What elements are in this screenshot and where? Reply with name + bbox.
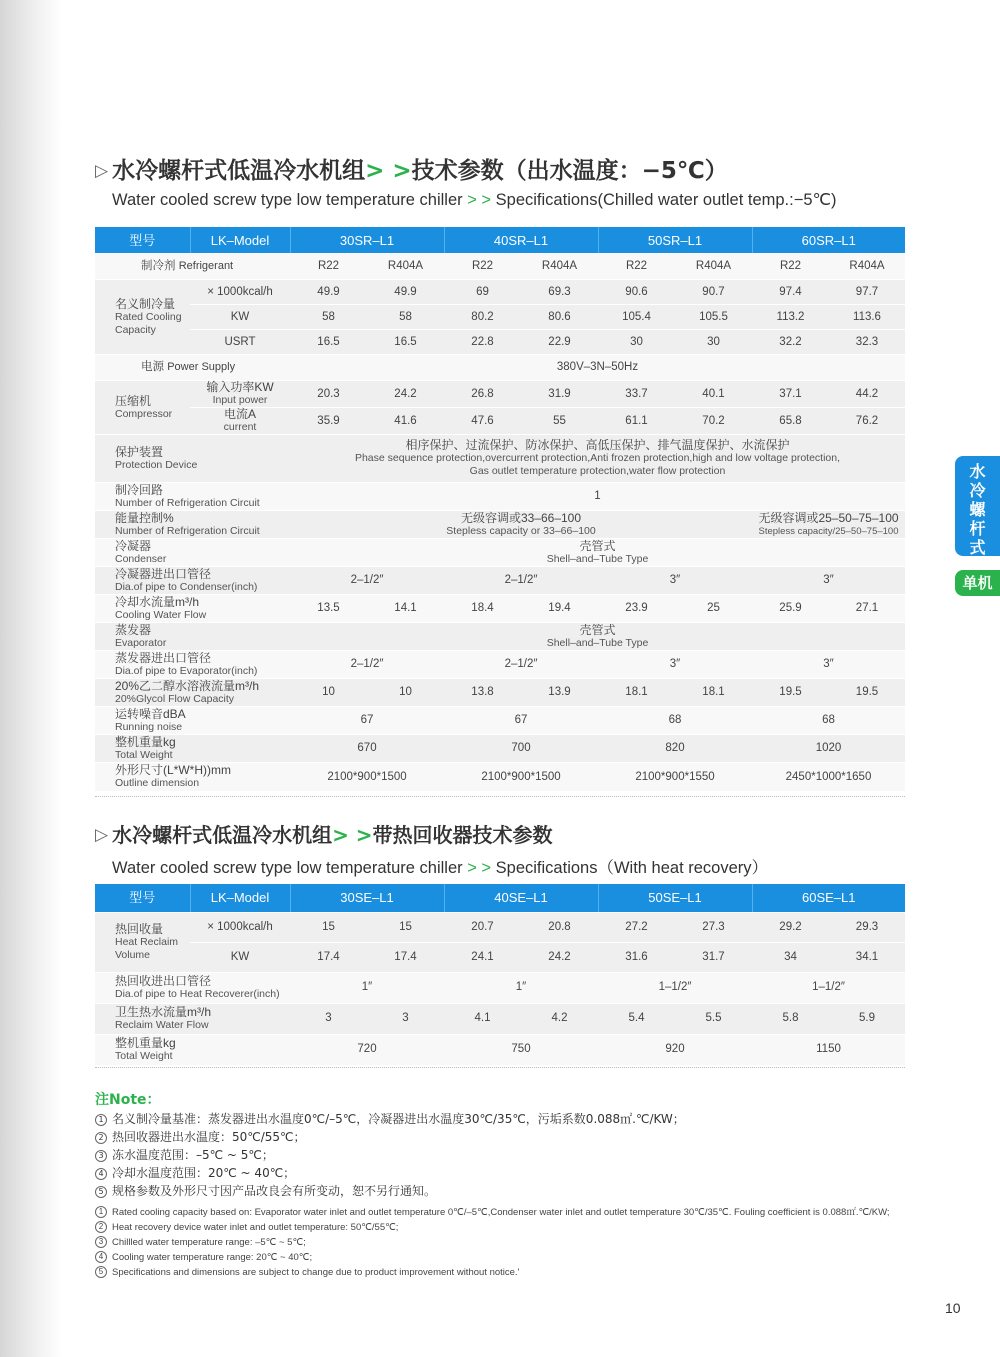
- table-row: [95, 280, 905, 305]
- table-row: [95, 595, 905, 623]
- page-number: 10: [945, 1300, 961, 1316]
- cell: 2100*900*1550: [598, 763, 752, 792]
- cell: 32.3: [829, 330, 905, 355]
- model-label-en: LK–Model: [190, 227, 290, 254]
- cell: 90.7: [675, 280, 752, 305]
- unit-cell: 输入功率KW Input power: [190, 381, 290, 408]
- cell: 无级容调或33–66–100 Stepless capacity or 33–66–100: [290, 511, 752, 539]
- triangle-icon: ▷: [95, 825, 109, 845]
- cell: R404A: [367, 254, 444, 280]
- cell: 17.4: [367, 942, 444, 972]
- cell: R22: [752, 254, 829, 280]
- row-label: 冷凝器进出口管径 Dia.of pipe to Condenser(inch): [95, 567, 290, 595]
- note-en-item: 1 Rated cooling capacity based on: Evaporator water inlet and outlet temperature 0℃/–5℃,Condenser water inlet and outlet temperature 30℃/35℃. Fouling coefficient is 0.088㎡.℃/KW;: [95, 1205, 890, 1220]
- cell: 10: [367, 679, 444, 707]
- cell: 无级容调或25–50–75–100 Stepless capacity/25–50–75–100: [752, 511, 905, 539]
- cell: 2–1/2″: [290, 651, 444, 679]
- note-cn-item: 4 冷却水温度范围：20℃ ~ 40℃；: [95, 1164, 685, 1182]
- table-row: [95, 1034, 905, 1065]
- table-row: [95, 305, 905, 330]
- cell: 24.2: [367, 381, 444, 408]
- cell: 30: [598, 330, 675, 355]
- row-label: 制冷回路 Number of Refrigeration Circuit: [95, 483, 290, 511]
- cell: 67: [444, 707, 598, 735]
- cell: 1″: [290, 972, 444, 1003]
- notes-title: 注Note：: [95, 1092, 161, 1108]
- cell: 34: [752, 942, 829, 972]
- cell: 31.7: [675, 942, 752, 972]
- row-label: 整机重量kg Total Weight: [95, 735, 290, 763]
- section2-title-cn: ▷ 水冷螺杆式低温冷水机组> >带热回收器技术参数: [95, 823, 553, 847]
- notes-cn: [95, 1110, 685, 1200]
- cell: 35.9: [290, 408, 367, 435]
- cell: 13.9: [521, 679, 598, 707]
- cell: 5.9: [829, 1003, 905, 1034]
- cell: 58: [367, 305, 444, 330]
- cell: 105.4: [598, 305, 675, 330]
- cell: 31.9: [521, 381, 598, 408]
- table-row: [95, 435, 905, 483]
- cell: 58: [290, 305, 367, 330]
- cell: 1–1/2″: [598, 972, 752, 1003]
- spec-table-2: [95, 884, 905, 1066]
- table-row: [95, 408, 905, 435]
- cell: 97.4: [752, 280, 829, 305]
- cell: 69: [444, 280, 521, 305]
- row-label: 热回收进出口管径 Dia.of pipe to Heat Recoverer(inch): [95, 972, 290, 1003]
- cell: 4.2: [521, 1003, 598, 1034]
- model-col: 40SR–L1: [444, 227, 598, 254]
- table-divider: [95, 796, 905, 797]
- cell: 40.1: [675, 381, 752, 408]
- cell: 720: [290, 1034, 444, 1065]
- spec-table-1: [95, 227, 905, 792]
- note-cn-item: 2 热回收器进出水温度：50℃/55℃；: [95, 1128, 685, 1146]
- cell: 13.5: [290, 595, 367, 623]
- cell: 相序保护、过流保护、防冰保护、高低压保护、排气温度保护、水流保护 Phase sequence protection,overcurrent protection,Anti frozen protection,high and low voltage protection, Gas outlet temperature protection,water flow protection: [290, 435, 905, 483]
- table-row: [95, 330, 905, 355]
- cell: 27.3: [675, 912, 752, 942]
- model-label-en: LK–Model: [190, 884, 290, 912]
- cell: 380V–3N–50Hz: [290, 355, 905, 381]
- cell: 1020: [752, 735, 905, 763]
- table-row: [95, 1003, 905, 1034]
- row-label: 制冷剂 Refrigerant: [95, 254, 290, 280]
- cell: 105.5: [675, 305, 752, 330]
- notes-en: [95, 1205, 890, 1280]
- cell: 41.6: [367, 408, 444, 435]
- cell: 壳管式 Shell–and–Tube Type: [290, 623, 905, 651]
- triangle-icon: ▷: [95, 161, 109, 181]
- cell: 25: [675, 595, 752, 623]
- model-label-cn: 型号: [95, 227, 190, 254]
- table-row: [95, 381, 905, 408]
- row-label: 整机重量kg Total Weight: [95, 1034, 290, 1065]
- cell: 920: [598, 1034, 752, 1065]
- cell: 23.9: [598, 595, 675, 623]
- cell: 113.2: [752, 305, 829, 330]
- cell: 70.2: [675, 408, 752, 435]
- cell: 10: [290, 679, 367, 707]
- section2-title-en: Water cooled screw type low temperature chiller > > Specifications（With heat recovery）: [112, 859, 769, 877]
- table-row: [95, 623, 905, 651]
- table-row: [95, 707, 905, 735]
- table-row: [95, 355, 905, 381]
- section1-title-cn: ▷ 水冷螺杆式低温冷水机组> >技术参数（出水温度：−5℃）: [95, 158, 728, 184]
- cell: 2–1/2″: [444, 567, 598, 595]
- cell: 700: [444, 735, 598, 763]
- table-row: [95, 651, 905, 679]
- row-label: 卫生热水流量m³/h Reclaim Water Flow: [95, 1003, 290, 1034]
- row-label: 运转噪音dBA Running noise: [95, 707, 290, 735]
- cell: 76.2: [829, 408, 905, 435]
- cell: 2–1/2″: [290, 567, 444, 595]
- row-label: 名义制冷量 Rated Cooling Capacity: [95, 280, 190, 355]
- cell: 14.1: [367, 595, 444, 623]
- cell: 670: [290, 735, 444, 763]
- cell: 37.1: [752, 381, 829, 408]
- page-edge-shadow: [0, 0, 62, 1357]
- cell: 820: [598, 735, 752, 763]
- cell: 750: [444, 1034, 598, 1065]
- cell: 18.4: [444, 595, 521, 623]
- table-row: [95, 735, 905, 763]
- table-row: [95, 254, 905, 280]
- cell: 24.1: [444, 942, 521, 972]
- cell: 15: [367, 912, 444, 942]
- cell: 1–1/2″: [752, 972, 905, 1003]
- cell: 3: [290, 1003, 367, 1034]
- cell: 16.5: [367, 330, 444, 355]
- cell: 113.6: [829, 305, 905, 330]
- model-col: 50SE–L1: [598, 884, 752, 912]
- unit-cell: USRT: [190, 330, 290, 355]
- cell: R404A: [675, 254, 752, 280]
- cell: 3″: [598, 651, 752, 679]
- cell: 47.6: [444, 408, 521, 435]
- model-col: 60SR–L1: [752, 227, 905, 254]
- cell: 33.7: [598, 381, 675, 408]
- cell: 97.7: [829, 280, 905, 305]
- cell: 2–1/2″: [444, 651, 598, 679]
- cell: 18.1: [675, 679, 752, 707]
- cell: R404A: [829, 254, 905, 280]
- cell: 2100*900*1500: [444, 763, 598, 792]
- cell: 80.2: [444, 305, 521, 330]
- side-tab-water-cooled-screw[interactable]: 水冷螺杆式: [955, 456, 1000, 556]
- cell: 34.1: [829, 942, 905, 972]
- cell: R22: [444, 254, 521, 280]
- cell: 30: [675, 330, 752, 355]
- cell: 18.1: [598, 679, 675, 707]
- cell: 1150: [752, 1034, 905, 1065]
- table-row: [95, 511, 905, 539]
- cell: 24.2: [521, 942, 598, 972]
- table-row: [95, 763, 905, 792]
- table-header-row: [95, 227, 905, 254]
- cell: 19.4: [521, 595, 598, 623]
- cell: 68: [752, 707, 905, 735]
- cell: 5.5: [675, 1003, 752, 1034]
- cell: 20.3: [290, 381, 367, 408]
- unit-cell: KW: [190, 942, 290, 972]
- cell: 27.2: [598, 912, 675, 942]
- cell: 90.6: [598, 280, 675, 305]
- cell: 44.2: [829, 381, 905, 408]
- note-cn-item: 3 冻水温度范围：–5℃ ~ 5℃；: [95, 1146, 685, 1164]
- row-label: 冷却水流量m³/h Cooling Water Flow: [95, 595, 290, 623]
- model-col: 30SR–L1: [290, 227, 444, 254]
- row-label: 保护装置 Protection Device: [95, 435, 290, 483]
- note-en-item: 2 Heat recovery device water inlet and outlet temperature: 50℃/55℃;: [95, 1220, 890, 1235]
- model-col: 60SE–L1: [752, 884, 905, 912]
- cell: 80.6: [521, 305, 598, 330]
- cell: 69.3: [521, 280, 598, 305]
- cell: 68: [598, 707, 752, 735]
- cell: 17.4: [290, 942, 367, 972]
- cell: 5.8: [752, 1003, 829, 1034]
- model-col: 40SE–L1: [444, 884, 598, 912]
- cell: 25.9: [752, 595, 829, 623]
- row-label: 能量控制% Number of Refrigeration Circuit: [95, 511, 290, 539]
- cell: 2100*900*1500: [290, 763, 444, 792]
- table-row: [95, 539, 905, 567]
- table-header-row: [95, 884, 905, 912]
- cell: 壳管式 Shell–and–Tube Type: [290, 539, 905, 567]
- model-col: 50SR–L1: [598, 227, 752, 254]
- cell: 19.5: [829, 679, 905, 707]
- cell: 19.5: [752, 679, 829, 707]
- cell: 16.5: [290, 330, 367, 355]
- cell: 29.2: [752, 912, 829, 942]
- row-label: 蒸发器 Evaporator: [95, 623, 290, 651]
- cell: 3″: [752, 651, 905, 679]
- cell: 26.8: [444, 381, 521, 408]
- table-row: [95, 679, 905, 707]
- row-label: 外形尺寸(L*W*H))mm Outline dimension: [95, 763, 290, 792]
- cell: 15: [290, 912, 367, 942]
- cell: 65.8: [752, 408, 829, 435]
- note-en-item: 5 Specifications and dimensions are subject to change due to product improvement without notice.': [95, 1265, 890, 1280]
- cell: 27.1: [829, 595, 905, 623]
- cell: 4.1: [444, 1003, 521, 1034]
- note-en-item: 3 Chillled water temperature range: –5℃ ~ 5℃;: [95, 1235, 890, 1250]
- table-divider: [95, 1067, 905, 1068]
- unit-cell: 电流A current: [190, 408, 290, 435]
- cell: 1″: [444, 972, 598, 1003]
- cell: 20.8: [521, 912, 598, 942]
- cell: 2450*1000*1650: [752, 763, 905, 792]
- cell: R22: [290, 254, 367, 280]
- cell: 3: [367, 1003, 444, 1034]
- cell: 49.9: [290, 280, 367, 305]
- note-cn-item: 5 规格参数及外形尺寸因产品改良会有所变动，恕不另行通知。: [95, 1182, 685, 1200]
- table-row: [95, 567, 905, 595]
- table-row: [95, 912, 905, 942]
- note-en-item: 4 Cooling water temperature range: 20℃ ~ 40℃;: [95, 1250, 890, 1265]
- row-label: 热回收量 Heat Reclaim Volume: [95, 912, 190, 972]
- side-tab-single-unit[interactable]: 单机: [955, 570, 1000, 596]
- cell: R404A: [521, 254, 598, 280]
- cell: 5.4: [598, 1003, 675, 1034]
- cell: 31.6: [598, 942, 675, 972]
- cell: R22: [598, 254, 675, 280]
- cell: 22.9: [521, 330, 598, 355]
- model-col: 30SE–L1: [290, 884, 444, 912]
- cell: 67: [290, 707, 444, 735]
- table-row: [95, 483, 905, 511]
- row-label: 20%乙二醇水溶液流量m³/h 20%Glycol Flow Capacity: [95, 679, 290, 707]
- unit-cell: × 1000kcal/h: [190, 912, 290, 942]
- table-row: [95, 972, 905, 1003]
- unit-cell: × 1000kcal/h: [190, 280, 290, 305]
- cell: 13.8: [444, 679, 521, 707]
- cell: 1: [290, 483, 905, 511]
- cell: 55: [521, 408, 598, 435]
- cell: 22.8: [444, 330, 521, 355]
- section2-heading: [95, 820, 768, 878]
- cell: 20.7: [444, 912, 521, 942]
- cell: 49.9: [367, 280, 444, 305]
- cell: 29.3: [829, 912, 905, 942]
- section1-heading: [95, 156, 837, 210]
- cell: 3″: [752, 567, 905, 595]
- table-row: [95, 942, 905, 972]
- cell: 61.1: [598, 408, 675, 435]
- cell: 3″: [598, 567, 752, 595]
- note-cn-item: 1 名义制冷量基准：蒸发器进出水温度0℃/–5℃，冷凝器进出水温度30℃/35℃，污垢系数0.088㎡.℃/KW；: [95, 1110, 685, 1128]
- unit-cell: KW: [190, 305, 290, 330]
- section1-title-en: Water cooled screw type low temperature chiller > > Specifications(Chilled water outlet temp.:−5℃): [112, 191, 837, 209]
- row-label: 压缩机 Compressor: [95, 381, 190, 435]
- row-label: 蒸发器进出口管径 Dia.of pipe to Evaporator(inch): [95, 651, 290, 679]
- row-label: 电源 Power Supply: [95, 355, 290, 381]
- row-label: 冷凝器 Condenser: [95, 539, 290, 567]
- cell: 32.2: [752, 330, 829, 355]
- model-label-cn: 型号: [95, 884, 190, 912]
